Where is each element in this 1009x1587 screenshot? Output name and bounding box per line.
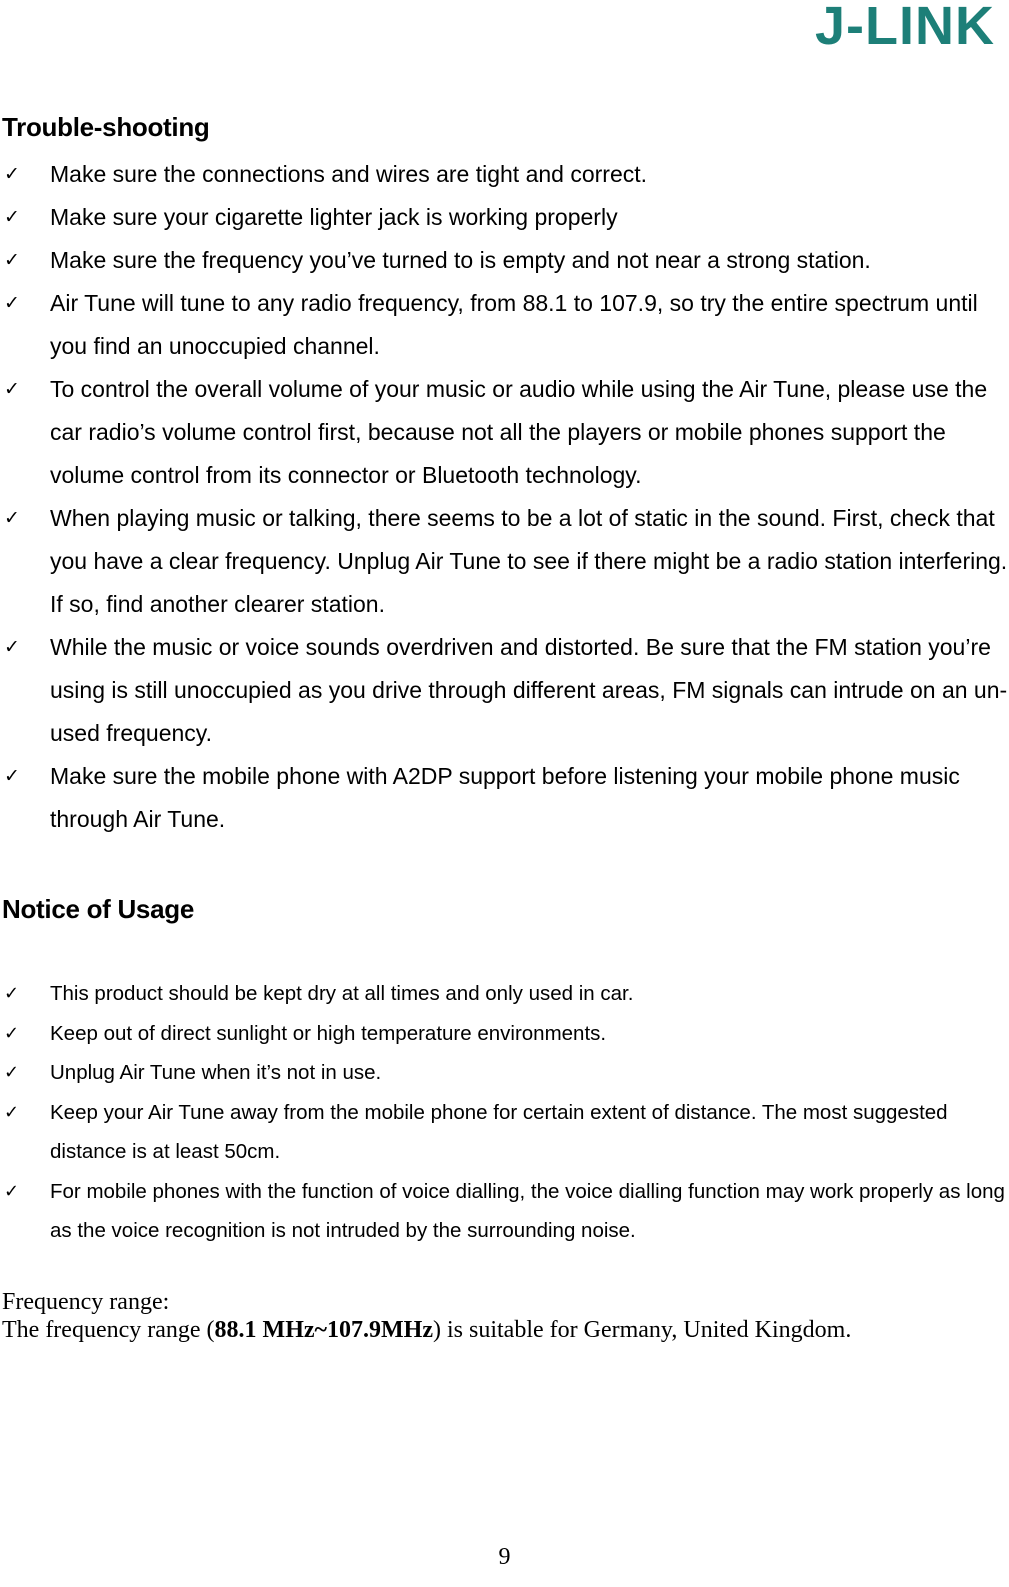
list-item: ✓ Make sure the connections and wires are tight and correct. xyxy=(0,153,1009,196)
checkmark-icon: ✓ xyxy=(4,1101,20,1123)
list-item: ✓ Unplug Air Tune when it’s not in use. xyxy=(0,1053,1009,1093)
checkmark-icon: ✓ xyxy=(4,1062,20,1083)
list-item: ✓ While the music or voice sounds overdriven and distorted. Be sure that the FM station you’re using is still unoccupied as you drive through different areas, FM signals can intrude on an un-used frequency. xyxy=(0,626,1009,755)
checkmark-icon: ✓ xyxy=(4,636,20,658)
list-item: ✓ Keep out of direct sunlight or high temperature environments. xyxy=(0,1014,1009,1054)
checkmark-icon: ✓ xyxy=(4,206,20,228)
page-number: 9 xyxy=(498,1544,511,1570)
list-item: ✓ Make sure the mobile phone with A2DP support before listening your mobile phone music through Air Tune. xyxy=(0,755,1009,841)
frequency-block xyxy=(2,1288,851,1344)
checkmark-icon: ✓ xyxy=(4,983,20,1004)
checkmark-icon: ✓ xyxy=(4,1022,20,1044)
list-item: ✓ Make sure your cigarette lighter jack is working properly xyxy=(0,196,1009,239)
checkmark-icon: ✓ xyxy=(4,765,20,787)
checkmark-icon: ✓ xyxy=(4,163,20,185)
checkmark-icon: ✓ xyxy=(4,249,20,271)
list-item: ✓ Air Tune will tune to any radio frequency, from 88.1 to 107.9, so try the entire spectrum until you find an unoccupied channel. xyxy=(0,282,1009,368)
list-item: ✓ Keep your Air Tune away from the mobile phone for certain extent of distance. The most suggested distance is at least 50cm. xyxy=(0,1093,1009,1172)
notice-title: Notice of Usage xyxy=(2,894,194,924)
frequency-text: The frequency range (88.1 MHz~107.9MHz) is suitable for Germany, United Kingdom. xyxy=(2,1317,852,1343)
troubleshooting-list xyxy=(0,153,1009,841)
checkmark-icon: ✓ xyxy=(4,292,20,314)
list-item: ✓ This product should be kept dry at all times and only used in car. xyxy=(0,974,1009,1014)
troubleshooting-title: Trouble-shooting xyxy=(2,112,210,142)
frequency-label: Frequency range: xyxy=(2,1289,170,1315)
list-item: ✓ For mobile phones with the function of voice dialling, the voice dialling function may work properly as long as the voice recognition is not intruded by the surrounding noise. xyxy=(0,1172,1009,1251)
list-item: ✓ Make sure the frequency you’ve turned to is empty and not near a strong station. xyxy=(0,239,1009,282)
checkmark-icon: ✓ xyxy=(4,1180,20,1202)
list-item: ✓ When playing music or talking, there seems to be a lot of static in the sound. First, check that you have a clear frequency. Unplug Air Tune to see if there might be a radio station interfering. If so, find another clearer station. xyxy=(0,497,1009,626)
list-item: ✓ To control the overall volume of your music or audio while using the Air Tune, please use the car radio’s volume control first, because not all the players or mobile phones support the volume control from its connector or Bluetooth technology. xyxy=(0,368,1009,497)
notice-list xyxy=(0,974,1009,1251)
checkmark-icon: ✓ xyxy=(4,378,20,400)
frequency-range: 88.1 MHz~107.9MHz xyxy=(214,1317,433,1343)
checkmark-icon: ✓ xyxy=(4,507,20,529)
brand-logo: J-LINK xyxy=(815,0,995,56)
